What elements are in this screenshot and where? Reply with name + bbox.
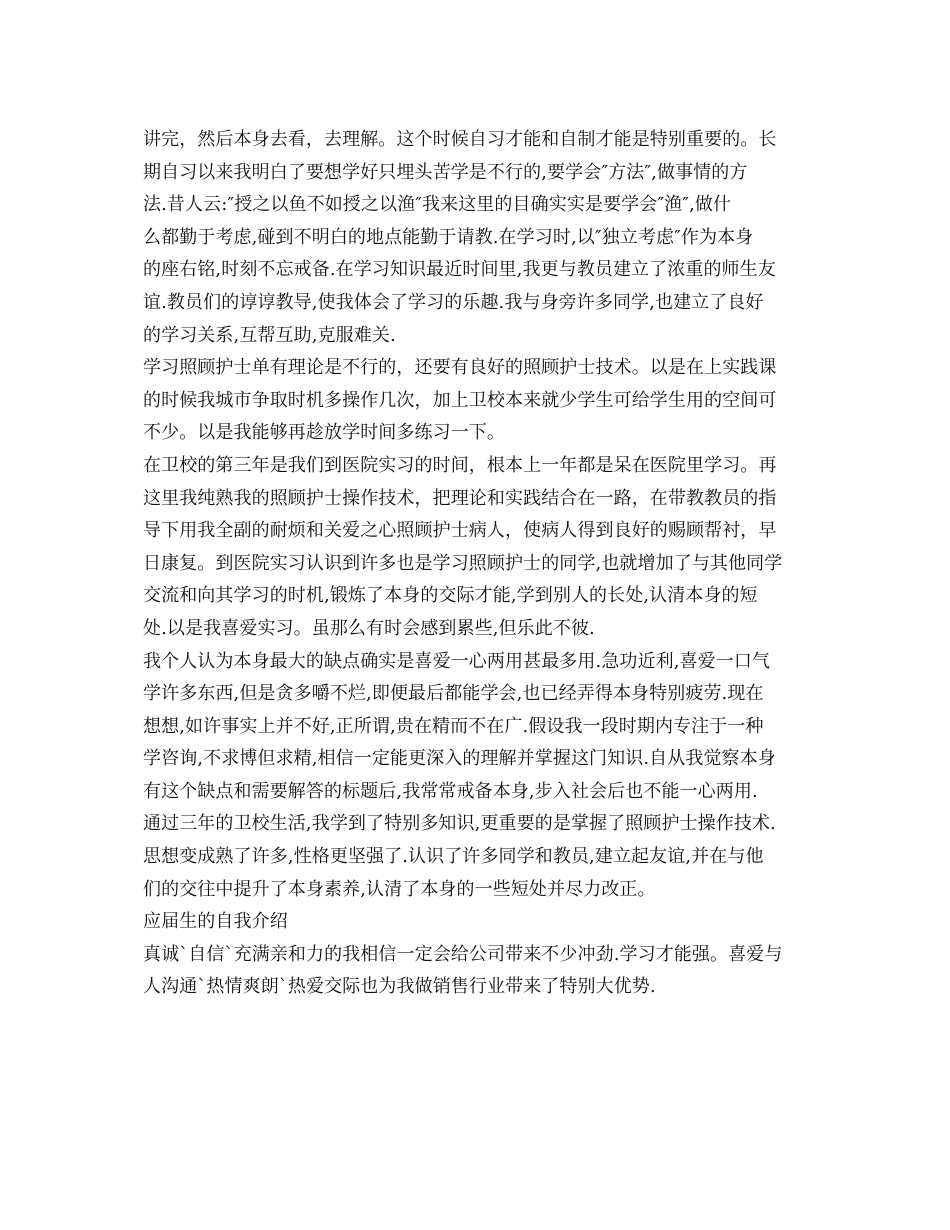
section-heading: 应届生的自我介绍 <box>143 911 288 933</box>
text-line: 处.以是我喜爱实习。虽那么有时会感到累些,但乐此不彼. <box>143 617 595 639</box>
text-line: 讲完，然后本身去看，去理解。这个时候自习才能和自制才能是特别重要的。长 <box>143 129 777 150</box>
text-line: 有这个缺点和需要解答的标题后,我常常戒备本身,步入社会后也不能一心两用. <box>143 780 758 802</box>
text-line: 的时候我城市争取时机多操作几次，加上卫校本来就少学生可给学生用的空间可 <box>143 389 777 411</box>
text-line: 在卫校的第三年是我们到医院实习的时间，根本上一年都是呆在医院里学习。再 <box>143 454 777 476</box>
text-line: 学咨询,不求博但求精,相信一定能更深入的理解并掌握这门知识.自从我觉察本身 <box>143 748 776 770</box>
text-line: 导下用我全副的耐烦和关爱之心照顾护士病人，使病人得到良好的赐顾帮衬，早 <box>143 520 777 542</box>
text-line: 日康复。到医院实习认识到许多也是学习照顾护士的同学,也就增加了与其他同学 <box>143 552 783 574</box>
text-line: 的学习关系,互帮互助,克服难关. <box>143 324 396 346</box>
text-line: 不少。以是我能够再趁放学时间多练习一下。 <box>143 422 505 444</box>
text-line: 的座右铭,时刻不忘戒备.在学习知识最近时间里,我更与教员建立了浓重的师生友 <box>143 259 776 281</box>
text-line: 这里我纯熟我的照顾护士操作技术，把理论和实践结合在一路，在带教教员的指 <box>143 487 777 509</box>
text-line: 我个人认为本身最大的缺点确实是喜爱一心两用甚最多用.急功近利,喜爱一口气 <box>143 650 771 672</box>
text-line: 学习照顾护士单有理论是不行的，还要有良好的照顾护士技术。以是在上实践课 <box>143 357 777 379</box>
text-line: 交流和向其学习的时机,锻炼了本身的交际才能,学到别人的长处,认清本身的短 <box>143 585 758 607</box>
text-line: 期自习以来我明白了要想学好只埋头苦学是不行的,要学会″方法″,做事情的方 <box>143 161 748 183</box>
text-line: 真诚`自信`充满亲和力的我相信一定会给公司带来不少冲劲.学习才能强。喜爱与 <box>143 943 783 965</box>
text-line: 法.昔人云:″授之以鱼不如授之以渔″我来这里的目确实实是要学会″渔″,做什 <box>143 194 732 216</box>
text-line: 思想变成熟了许多,性格更坚强了.认识了许多同学和教员,建立起友谊,并在与他 <box>143 846 764 868</box>
text-line: 们的交往中提升了本身素养,认清了本身的一些短处并尽力改正。 <box>143 878 656 900</box>
text-line: 学许多东西,但是贪多嚼不烂,即便最后都能学会,也已经弄得本身特别疲劳.现在 <box>143 683 764 705</box>
text-line: 人沟通`热情爽朗`热爱交际也为我做销售行业带来了特别大优势. <box>143 976 656 998</box>
document-body <box>143 124 807 1004</box>
text-line: 谊.教员们的谆谆教导,使我体会了学习的乐趣.我与身旁许多同学,也建立了良好 <box>143 291 764 313</box>
text-line: 么都勤于考虑,碰到不明白的地点能勤于请教.在学习时,以″独立考虑″作为本身 <box>143 226 754 248</box>
text-line: 通过三年的卫校生活,我学到了特别多知识,更重要的是掌握了照顾护士操作技术. <box>143 813 776 835</box>
text-line: 想想,如许事实上并不好,正所谓,贵在精而不在广.假设我一段时期内专注于一种 <box>143 715 764 737</box>
